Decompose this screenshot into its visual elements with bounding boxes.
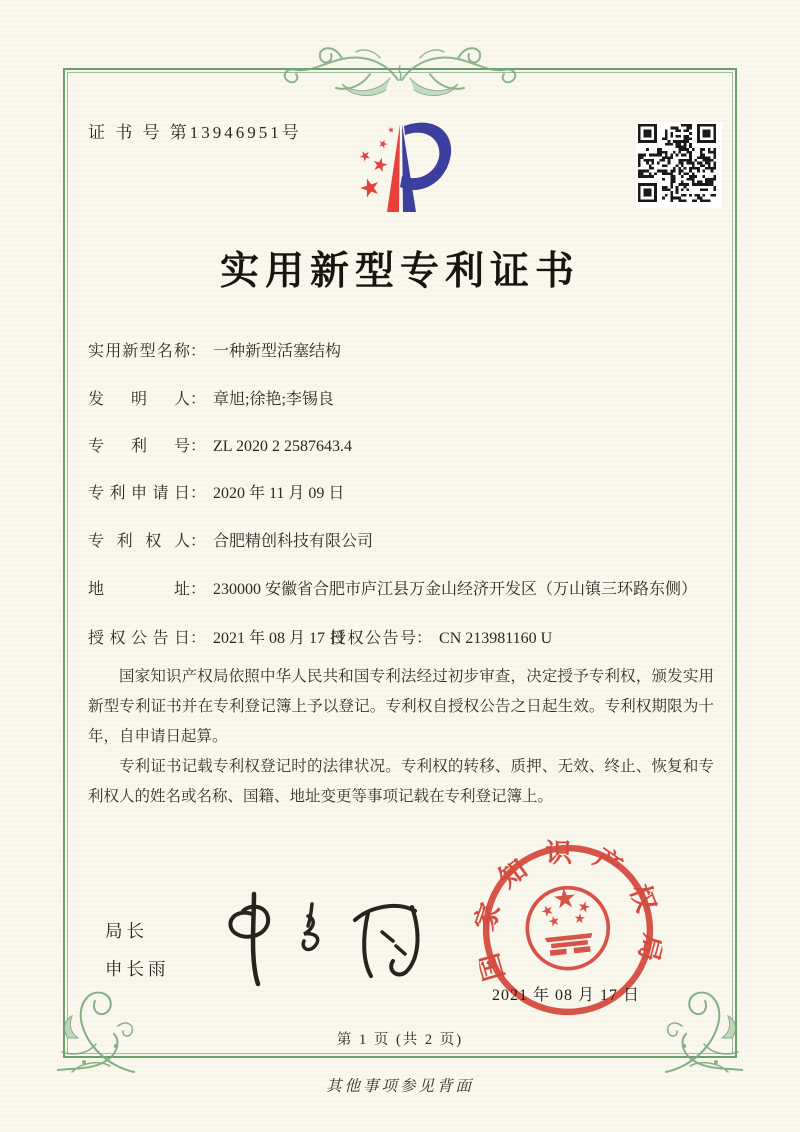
national-emblem-icon	[523, 884, 612, 973]
grant-date-value: 2021 年 08 月 17 日	[213, 630, 346, 647]
field-label: 专利号	[88, 438, 190, 455]
field-row-inventors	[88, 388, 728, 412]
field-label: 发明人	[88, 391, 190, 408]
cnipa-logo-icon	[342, 112, 462, 220]
field-colon: ：	[190, 438, 207, 455]
field-row-patent-number	[88, 435, 728, 459]
svg-text:国家知识产权局	[467, 829, 669, 1002]
seal-ring-text: 国家知识产权局	[468, 837, 669, 984]
field-label: 实用新型名称	[88, 343, 190, 360]
certificate-title: 实用新型专利证书	[219, 250, 580, 293]
field-colon: ：	[190, 533, 207, 550]
page-number: 第 1 页 (共 2 页)	[336, 1032, 464, 1048]
field-value: 230000 安徽省合肥市庐江县万金山经济开发区（万山镇三环路东侧）	[213, 581, 698, 598]
field-row-address	[88, 578, 728, 602]
field-value: 一种新型活塞结构	[213, 343, 342, 360]
field-value: 章旭;徐艳;李锡良	[213, 391, 334, 408]
seal-date: 2021 年 08 月 17 日	[492, 987, 641, 1004]
certificate-number: 证 书 号 第13946951号	[88, 123, 302, 142]
field-row-name	[88, 340, 728, 364]
qr-code-canvas	[638, 124, 716, 202]
field-label: 地址	[88, 581, 190, 598]
qr-code	[636, 122, 722, 208]
field-value: 合肥精创科技有限公司	[213, 533, 374, 550]
field-colon: ：	[190, 581, 207, 598]
signature-icon	[212, 884, 447, 992]
field-label: 专利权人	[88, 533, 190, 550]
signer-name: 申长雨	[105, 959, 170, 979]
field-colon: ：	[190, 343, 207, 360]
field-colon: ：	[190, 630, 207, 647]
field-row-grant	[88, 627, 728, 651]
field-value: ZL 2020 2 2587643.4	[213, 438, 352, 455]
signer-title: 局长	[105, 921, 148, 941]
grant-date-label: 授权公告日	[88, 630, 190, 647]
field-value: 2020 年 11 月 09 日	[213, 485, 345, 502]
field-label: 专利申请日	[88, 485, 190, 502]
back-note: 其他事项参见背面	[325, 1078, 474, 1095]
grant-number-value: CN 213981160 U	[439, 630, 553, 647]
legal-text	[88, 662, 714, 812]
legal-paragraph-1: 国家知识产权局依照中华人民共和国专利法经过初步审查，决定授予专利权，颁发实用新型专利证书并在专利登记簿上予以登记。专利权自授权公告之日起生效。专利权期限为十年，自申请日起算。	[88, 668, 714, 745]
field-colon: ：	[416, 630, 433, 647]
field-colon: ：	[190, 485, 207, 502]
field-row-filing-date	[88, 482, 728, 506]
grant-number-label: 授权公告号	[330, 630, 416, 647]
field-row-patentee	[88, 530, 728, 554]
grant-number-pair	[330, 627, 552, 651]
legal-paragraph-2: 专利证书记载专利权登记时的法律状况。专利权的转移、质押、无效、终止、恢复和专利权人的姓名或名称、国籍、地址变更等事项记载在专利登记簿上。	[88, 758, 714, 805]
signer-block	[105, 912, 170, 988]
field-colon: ：	[190, 391, 207, 408]
